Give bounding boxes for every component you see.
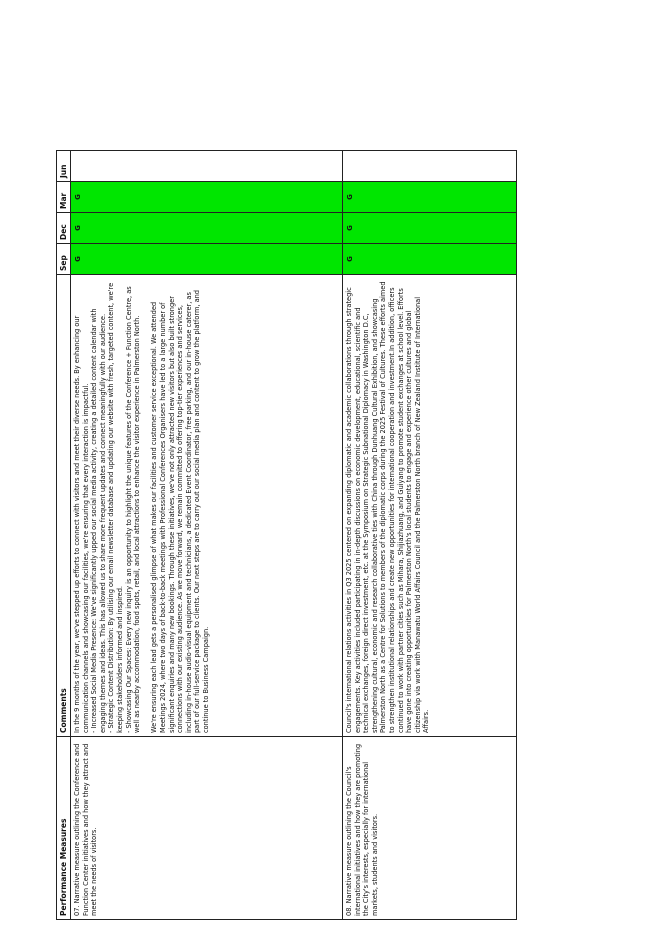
rating-dec: G [343, 213, 517, 244]
comment-paragraph: - Strategic Content Distribution: By utilising our email newsletter database and updating our website with fresh, targeted content, we're keeping stakeholders informed and inspired. [107, 282, 124, 733]
rating-sep: G [343, 244, 517, 275]
header-sep: Sep [57, 244, 71, 275]
header-jun: Jun [57, 151, 71, 182]
rating-jun [71, 151, 343, 182]
rating-dec: G [71, 213, 343, 244]
measure-cell: 07. Narrative measure outlining the Conference and Function Center initiatives and how they attract and meet the needs of visitors. [71, 737, 343, 920]
comment-paragraph: - Increased Social Media Presence: We've significantly upped our social media activity, creating a detailed content calendar with engaging themes and ideas. This has allowed us to share more frequent updates and connect meaningfully with our audience. [90, 308, 107, 733]
measure-cell: 08. Narrative measure outlining the Council's international initiatives and how they are promoting the City's interests, especially for international markets, students and visitors. [343, 737, 517, 920]
header-performance-measures: Performance Measures [57, 737, 71, 920]
header-dec: Dec [57, 213, 71, 244]
header-row [57, 151, 71, 920]
comments-cell [343, 275, 517, 737]
rating-mar: G [71, 182, 343, 213]
comment-paragraph: In the 9 months of the year, we've stepped up efforts to connect with visitors and meet their diverse needs. By enhancing our communication channels and showcasing our facilities, we're ensuring that every interaction is impactful. [73, 315, 90, 733]
rating-mar: G [343, 182, 517, 213]
rating-sep: G [71, 244, 343, 275]
table-row [343, 151, 517, 920]
comments-cell [71, 275, 343, 737]
rating-jun [343, 151, 517, 182]
comment-paragraph: - Showcasing Our Spaces: Every new inquiry is an opportunity to highlight the unique features of the Conference + Function Centre, as well as nearby accommodation, food spots, retail, and local attractions to enhance the visitor experience in Palmerston North. [124, 286, 142, 733]
rotated-table-container [56, 150, 514, 920]
comment-paragraph: We're ensuring each lead gets a personalised glimpse of what makes our facilities and customer service exceptional. We attended Meetings 2024, where two days of back-to-back meetings with Professional Conferences Organisers have led to a large number of significant enquiries and many new bookings. Through these initiatives, we've not only attracted new visitors but also built stronger connections with our existing audience. As we move forward, we remain committed to offering top-tier experiences and services, including in-house audio-visual equipment and technicians, a dedicated Event Coordinator, free parking, and our in-house caterer, as part of our full-service package to clients. Our next steps are to carry out our social media plan and content to grow the platform, and continue to Business Campaign. [150, 290, 210, 733]
table-row [71, 151, 343, 920]
header-comments: Comments [57, 275, 71, 737]
performance-table [56, 150, 517, 920]
header-mar: Mar [57, 182, 71, 213]
comment-paragraph: Council's international relations activities in Q3 2025 centered on expanding diplomatic and academic collaborations through strategic engagements. Key activities included participating in in-depth discussions on economic development, educational, scientific and technical exchanges, foreign direct investment, etc. at the Symposium on Strategic Subnational Diplomacy in Washington D.C, strengthening cultural, economic and research collaborative ties with China through Dunhuang Cultural Exhibition, and showcasing Palmerston North as a Centre for Solutions to members of the diplomatic corps during the 2025 Festival of Cultures. These efforts aimed to strengthen institutional relationships and create new opportunities for international cooperation and investment.In addition, officers continued to work with partner cities such as Mihara, Shijiazhuang, and Guiyang to promote student exchanges at school level. Efforts have gone into creating opportunities for Palmerston North's local students to engage and experience other cultures and global citizenship via work with Manawatu World Affairs Council and the Palmerston North branch of New Zealand Institute of International Affairs. [345, 281, 431, 733]
